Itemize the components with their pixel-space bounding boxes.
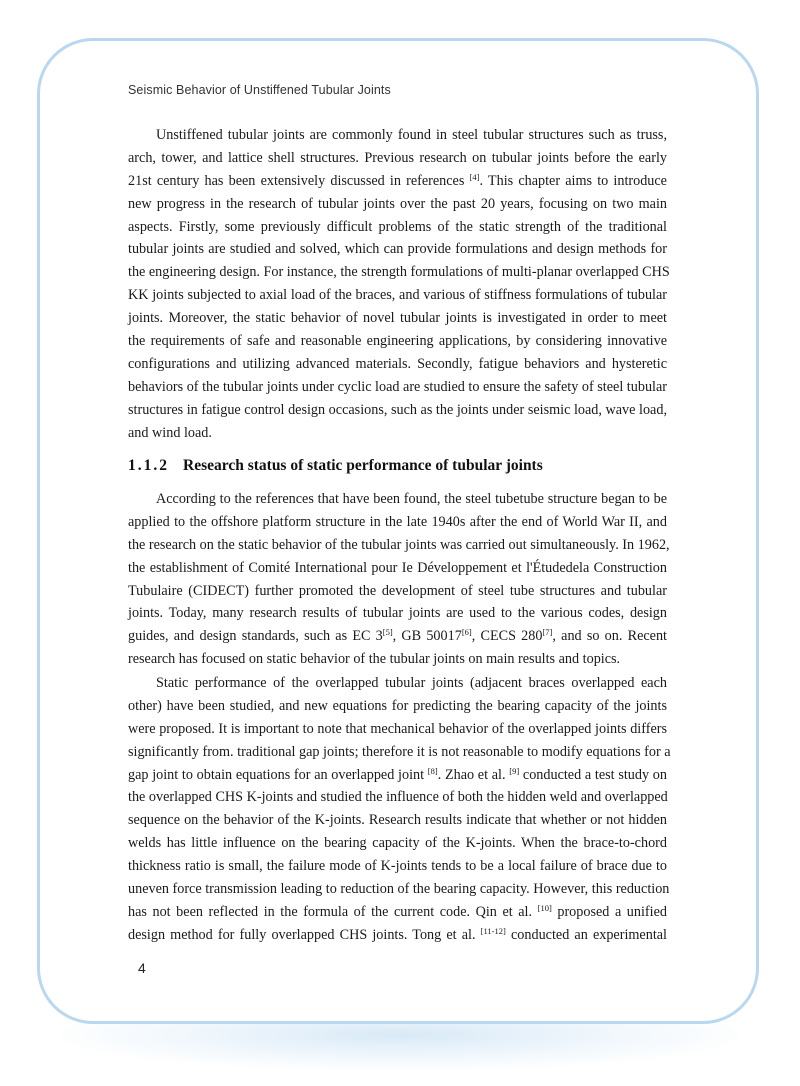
citation-ref: [10] [537, 902, 552, 913]
citation-ref: [5] [382, 627, 393, 638]
paragraph-overlapped-joints [128, 672, 671, 947]
citation-ref: [11-12] [480, 925, 506, 936]
text-run: . This chapter aims to introduce [479, 172, 667, 189]
text-line: the research on the static behavior of the tubular joints was carried out simultaneously. In 1962, [128, 536, 670, 553]
section-heading [128, 457, 543, 475]
text-line: arch, tower, and lattice shell structures. Previous research on tubular joints before the early [128, 149, 667, 166]
citation-ref: [7] [542, 627, 553, 638]
section-number: 1.1.2 [128, 457, 169, 474]
citation-ref: [4] [469, 171, 480, 182]
text-line: welds has little influence on the bearing capacity of the K-joints. When the brace-to-chord [128, 835, 667, 852]
text-line: the establishment of Comité International pour Ie Développement et l'Étudedela Construction [128, 559, 667, 576]
paragraph-static-history [128, 488, 670, 671]
text-line: joints. Moreover, the static behavior of novel tubular joints is investigated in order to meet [128, 310, 667, 327]
text-run: 21st century has been extensively discussed in references [128, 172, 470, 189]
citation-ref: [6] [461, 627, 472, 638]
running-header: Seismic Behavior of Unstiffened Tubular Joints [128, 83, 391, 97]
text-run: . Zhao et al. [437, 766, 510, 783]
section-title: Research status of static performance of tubular joints [183, 457, 543, 474]
text-line: structures in fatigue control design occasions, such as the joints under seismic load, wave load, [128, 401, 667, 418]
text-line: Static performance of the overlapped tubular joints (adjacent braces overlapped each [156, 675, 667, 691]
text-line [128, 924, 667, 947]
text-line: and wind load. [128, 424, 212, 441]
text-line: the overlapped CHS K-joints and studied the influence of both the hidden weld and overlapped [128, 789, 668, 806]
text-run: proposed a unified [551, 903, 667, 920]
text-line: thickness ratio is small, the failure mode of K-joints tends to be a local failure of brace due to [128, 858, 667, 875]
text-line: new progress in the research of tubular joints over the past 20 years, focusing on two main [128, 195, 667, 212]
text-line: research has focused on static behavior of the tubular joints on main results and topics. [128, 651, 621, 668]
text-line [128, 170, 667, 193]
citation-ref: [9] [509, 765, 520, 776]
text-run: design method for fully overlapped CHS joints. Tong et al. [128, 926, 481, 943]
text-line: Unstiffened tubular joints are commonly found in steel tubular structures such as truss, [156, 127, 667, 143]
text-line: tubular joints are studied and solved, which can provide formulations and design methods for [128, 241, 667, 258]
text-line [128, 625, 667, 648]
text-run: , and so on. Recent [552, 628, 667, 645]
text-line: KK joints subjected to axial load of the braces, and various of stiffness formulations of tubular [128, 287, 667, 304]
text-line: Tubulaire (CIDECT) further promoted the development of steel tube structures and tubular [128, 582, 667, 599]
text-line: were proposed. It is important to note that mechanical behavior of the overlapped joints differs [128, 720, 667, 737]
text-line [128, 901, 667, 924]
text-line: significantly from. traditional gap joints; therefore it is not reasonable to modify equations for a [128, 743, 671, 760]
text-line: applied to the offshore platform structure in the late 1940s after the end of World War II, and [128, 513, 667, 530]
text-line [128, 764, 667, 787]
text-line: According to the references that have been found, the steel tubetube structure began to be [156, 491, 667, 507]
text-run: guides, and design standards, such as EC 3 [128, 628, 383, 645]
text-line: joints. Today, many research results of tubular joints are used to the various codes, design [128, 605, 667, 622]
text-line: the requirements of safe and reasonable engineering applications, by considering innovative [128, 333, 667, 350]
text-run: conducted an experimental [505, 926, 667, 943]
text-line: behaviors of the tubular joints under cyclic load are studied to ensure the safety of steel tubular [128, 378, 667, 395]
text-run: gap joint to obtain equations for an overlapped joint [128, 766, 428, 783]
text-run: , GB 50017 [392, 628, 462, 645]
text-run: conducted a test study on [519, 766, 667, 783]
text-line: configurations and utilizing advanced materials. Secondly, fatigue behaviors and hysteretic [128, 355, 667, 372]
text-line: sequence on the behavior of the K-joints. Research results indicate that whether or not hidden [128, 812, 667, 829]
citation-ref: [8] [427, 765, 438, 776]
text-run: has not been reflected in the formula of the current code. Qin et al. [128, 903, 538, 920]
paragraph-intro [128, 124, 670, 444]
page-number: 4 [138, 960, 146, 976]
text-line: other) have been studied, and new equations for predicting the bearing capacity of the joints [128, 697, 667, 714]
text-line: the engineering design. For instance, the strength formulations of multi-planar overlapped CHS [128, 264, 670, 281]
text-line: uneven force transmission leading to reduction of the bearing capacity. However, this reduction [128, 881, 670, 898]
text-run: , CECS 280 [471, 628, 543, 645]
text-line: aspects. Firstly, some previously difficult problems of the static strength of the traditional [128, 218, 667, 235]
